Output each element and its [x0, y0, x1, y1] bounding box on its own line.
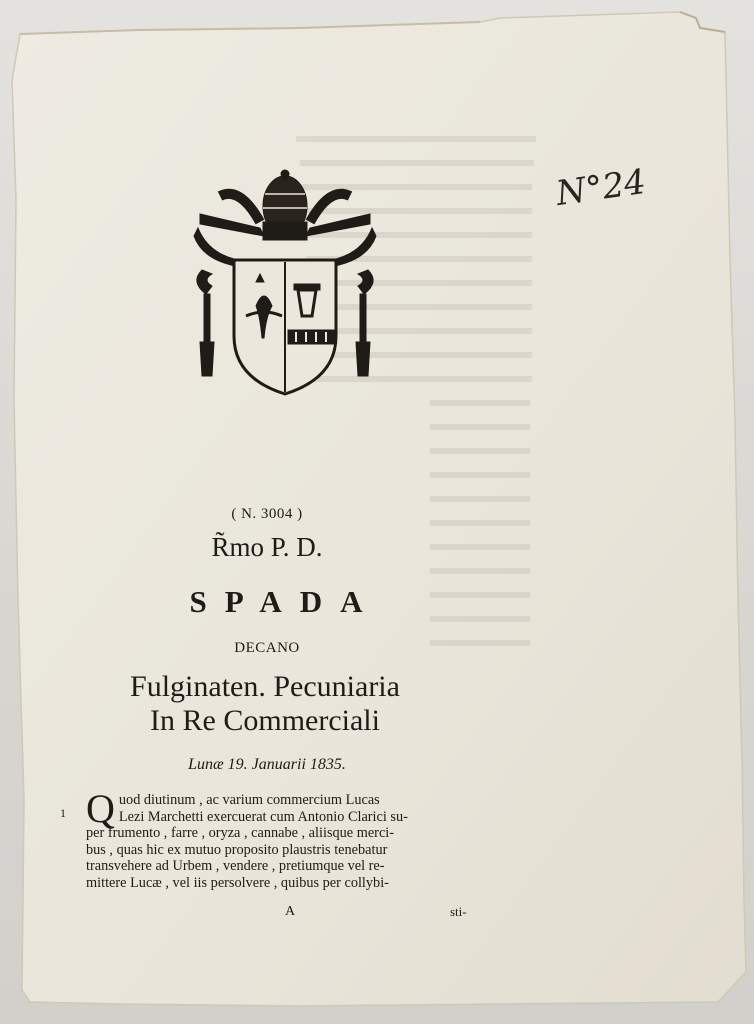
body-line: per frumento , farre , oryza , cannabe , aliisque merci-: [86, 825, 395, 842]
signature-mark: A: [285, 904, 296, 919]
case-title-line1: Fulginaten. Pecuniaria: [130, 670, 400, 703]
body-line: transvehere ad Urbem , vendere , pretiumque vel re-: [86, 858, 385, 875]
body-line: mittere Lucæ , vel iis persolvere , quibus per collybi-: [86, 874, 389, 891]
author-role: DECANO: [234, 640, 300, 656]
case-title-line2: In Re Commerciali: [150, 704, 380, 737]
papal-coat-of-arms-icon: [190, 166, 380, 398]
drop-cap: Q: [86, 786, 115, 831]
document-date: Lunæ 19. Januarii 1835.: [188, 756, 346, 773]
catchword: sti-: [450, 904, 467, 919]
body-text: [86, 786, 484, 892]
case-number: ( N. 3004 ): [231, 506, 303, 522]
handwritten-inventory-number: N°24: [553, 161, 649, 215]
body-line: bus , quas hic ex mutuo proposito plaustris tenebatur: [86, 841, 388, 858]
paragraph-number: 1: [60, 806, 66, 820]
body-line: Lezi Marchetti exercuerat cum Antonio Clarici su-: [118, 808, 408, 825]
honorific-title: R̃mo P. D.: [211, 532, 323, 562]
body-line: uod diutinum , ac varium commercium Lucas: [118, 792, 380, 808]
author-name: SPADA: [189, 584, 381, 619]
